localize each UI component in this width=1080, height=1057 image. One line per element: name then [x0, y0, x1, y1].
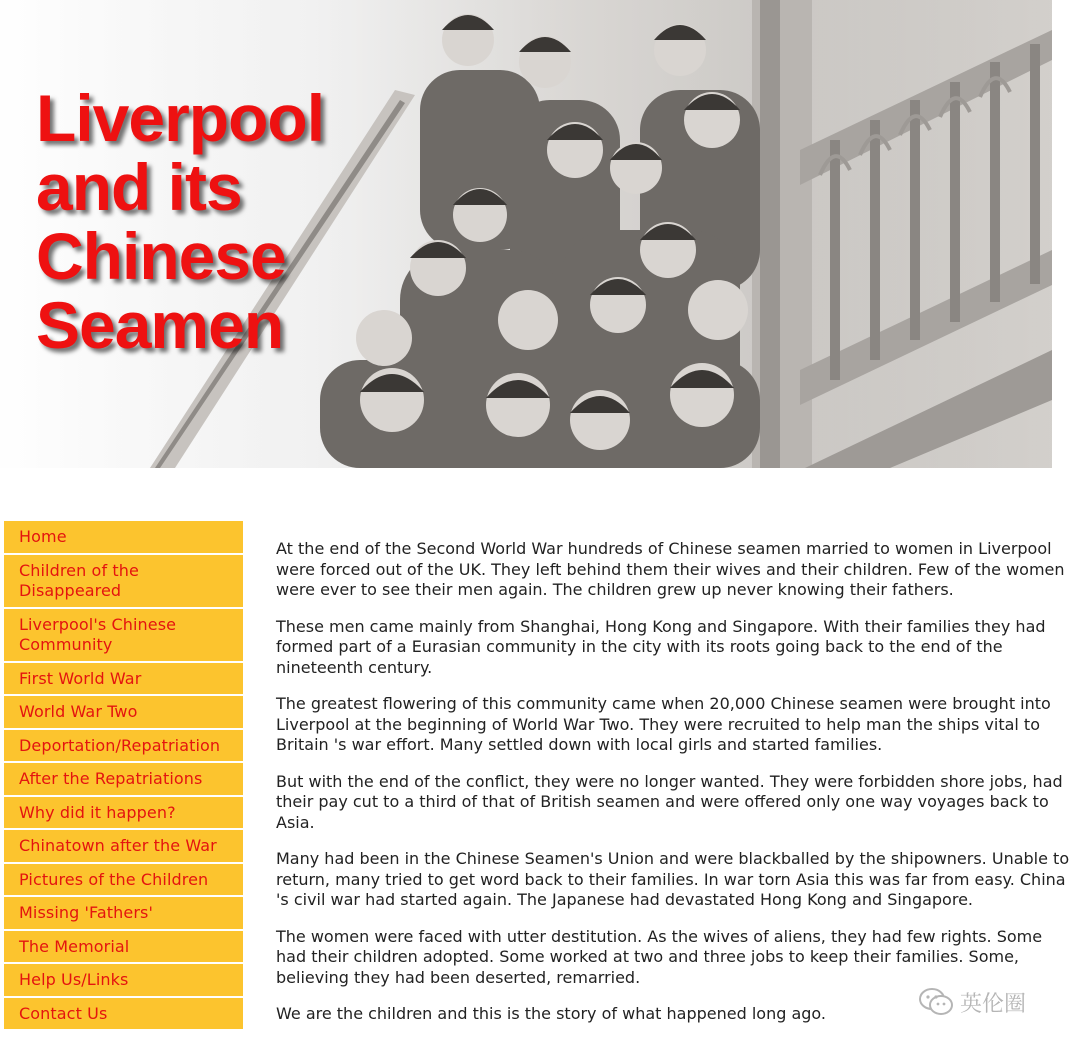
content-paragraph: The women were faced with utter destitution. As the wives of aliens, they had few rights. Some had their children adopted. Some worked at two and three jobs to keep their families. Some, believing they had been deserted, remarried.: [276, 926, 1043, 987]
nav-item-first-world-war[interactable]: [4, 663, 243, 697]
title-line: Seamen: [36, 288, 284, 362]
nav-item-home[interactable]: [4, 521, 243, 555]
site-title: [36, 81, 325, 362]
nav-item-liverpools-chinese-community[interactable]: [4, 609, 243, 663]
nav-link[interactable]: World War Two: [19, 702, 138, 721]
nav-item-missing-fathers[interactable]: [4, 897, 243, 931]
main-content: [276, 539, 1076, 1041]
watermark: [918, 986, 1026, 1018]
nav-link[interactable]: Missing 'Fathers': [19, 903, 153, 922]
content-paragraph: These men came mainly from Shanghai, Hong Kong and Singapore. With their families they had formed part of a Eurasian community in the city with its roots going back to the end of the nineteenth century.: [276, 616, 1046, 677]
content-paragraph: But with the end of the conflict, they were no longer wanted. They were forbidden shore jobs, had their pay cut to a third of that of British seamen and were offered only one way voyages back to Asia.: [276, 771, 1063, 832]
nav-item-the-memorial[interactable]: [4, 931, 243, 965]
watermark-text: 英伦圈: [960, 991, 1027, 1017]
nav-item-deportation-repatriation[interactable]: [4, 730, 243, 764]
title-line: and its: [36, 150, 242, 224]
content-paragraph: At the end of the Second World War hundreds of Chinese seamen married to women in Liverpool were forced out of the UK. They left behind them their wives and their children. Few of the women were ever to see their men again. The children grew up never knowing their fathers.: [276, 539, 1065, 599]
nav-link[interactable]: Chinatown after the War: [19, 836, 217, 855]
nav-item-chinatown-after-the-war[interactable]: [4, 830, 243, 864]
nav-item-help-us-links[interactable]: [4, 964, 243, 998]
nav-link[interactable]: Liverpool's Chinese Community: [19, 614, 177, 654]
nav-link[interactable]: First World War: [19, 668, 142, 688]
nav-link[interactable]: Why did it happen?: [19, 802, 176, 822]
nav-item-children-of-the-disappeared[interactable]: [4, 555, 243, 609]
title-line: Liverpool: [36, 81, 325, 155]
title-line: Chinese: [36, 219, 286, 293]
nav-link[interactable]: Pictures of the Children: [19, 869, 209, 889]
nav-item-world-war-two[interactable]: [4, 696, 243, 730]
content-paragraph: Many had been in the Chinese Seamen's Union and were blackballed by the shipowners. Unable to return, many tried to get word back to their families. In war torn Asia this was far from easy. China 's civil war had started again. The Japanese had devastated Hong Kong and Singapore.: [276, 849, 1070, 909]
nav-item-pictures-of-the-children[interactable]: [4, 864, 243, 898]
nav-link[interactable]: Deportation/Repatriation: [19, 735, 221, 755]
header-banner: [0, 0, 1052, 468]
content-paragraph: We are the children and this is the story of what happened long ago.: [276, 1004, 827, 1023]
nav-item-after-the-repatriations[interactable]: [4, 763, 243, 797]
nav-item-why-did-it-happen[interactable]: [4, 797, 243, 831]
nav-link[interactable]: After the Repatriations: [19, 769, 203, 788]
content-paragraph: The greatest flowering of this community came when 20,000 Chinese seamen were brought into Liverpool at the beginning of World War Two. They were recruited to help man the ships vital to Britain 's war effort. Many settled down with local girls and started families.: [276, 694, 1051, 754]
nav-link[interactable]: The Memorial: [19, 936, 130, 956]
nav-link[interactable]: Children of the Disappeared: [19, 560, 139, 600]
nav-link[interactable]: Home: [19, 527, 67, 546]
nav-link[interactable]: Contact Us: [19, 1003, 108, 1023]
sidebar-nav: [4, 521, 243, 1031]
nav-link[interactable]: Help Us/Links: [19, 970, 129, 989]
wechat-icon: [918, 986, 954, 1018]
nav-item-contact-us[interactable]: [4, 998, 243, 1032]
